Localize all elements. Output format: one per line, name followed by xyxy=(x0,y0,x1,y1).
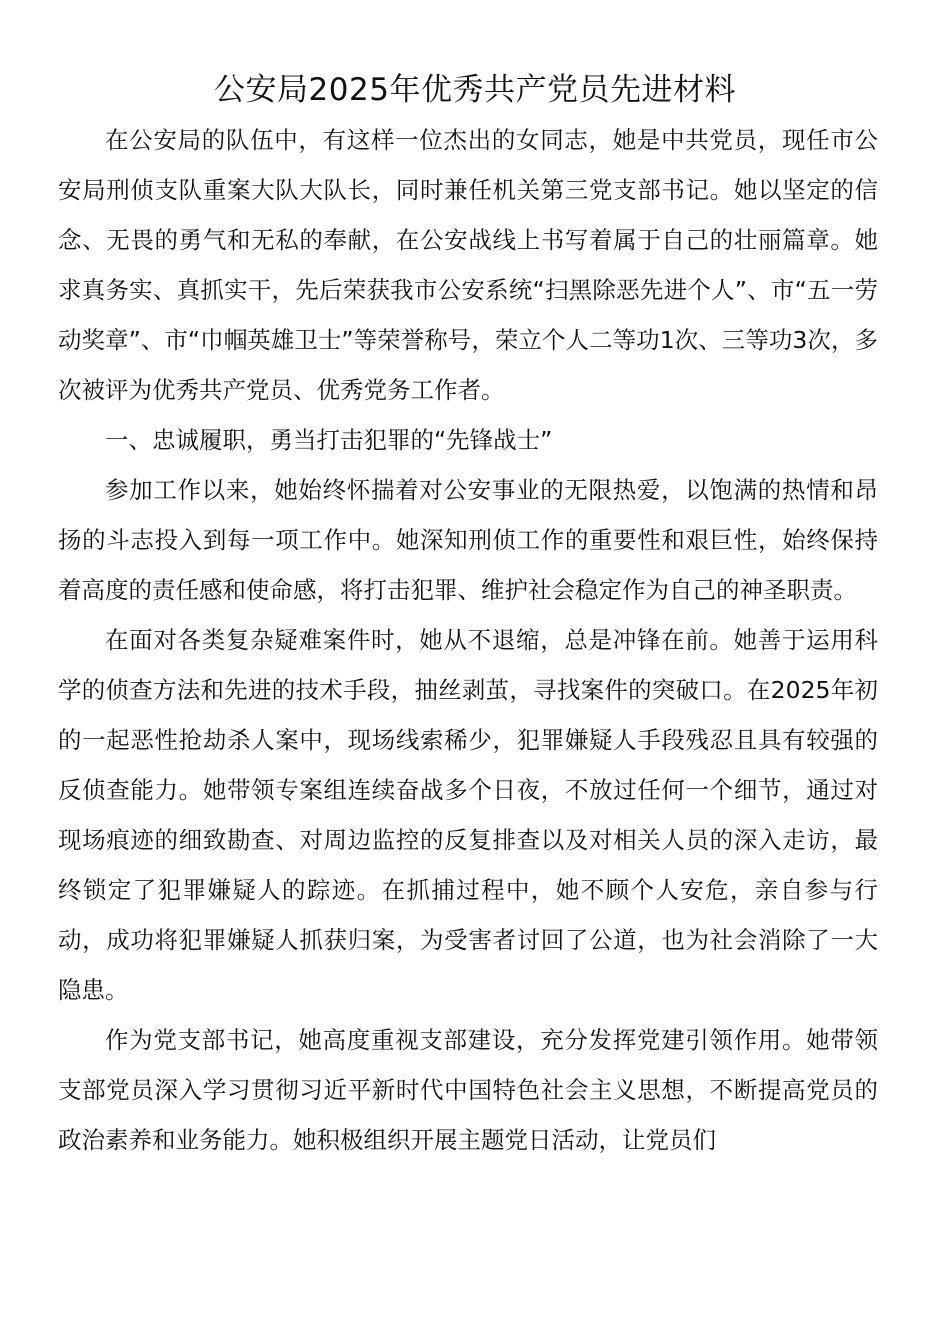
intro-paragraph: 在公安局的队伍中，有这样一位杰出的女同志，她是中共党员，现任市公安局刑侦支队重案大队大队长，同时兼任机关第三党支部书记。她以坚定的信念、无畏的勇气和无私的奉献，在公安战线上书写着属于自己的壮丽篇章。她求真务实、真抓实干，先后荣获我市公安系统“扫黑除恶先进个人”、市“五一劳动奖章”、市“巾帼英雄卫士”等荣誉称号，荣立个人二等功1次、三等功3次，多次被评为优秀共产党员、优秀党务工作者。 xyxy=(58,126,878,404)
document-body xyxy=(58,115,878,1165)
body-paragraph: 作为党支部书记，她高度重视支部建设，充分发挥党建引领作用。她带领支部党员深入学习贯彻习近平新时代中国特色社会主义思想，不断提高党员的政治素养和业务能力。她积极组织开展主题党日活动，让党员们 xyxy=(58,1026,878,1154)
body-paragraph: 在面对各类复杂疑难案件时，她从不退缩，总是冲锋在前。她善于运用科学的侦查方法和先进的技术手段，抽丝剥茧，寻找案件的突破口。在2025年初的一起恶性抢劫杀人案中，现场线索稀少，犯罪嫌疑人手段残忍且具有较强的反侦查能力。她带领专案组连续奋战多个日夜，不放过任何一个细节，通过对现场痕迹的细致勘查、对周边监控的反复排查以及对相关人员的深入走访，最终锁定了犯罪嫌疑人的踪迹。在抓捕过程中，她不顾个人安危，亲自参与行动，成功将犯罪嫌疑人抓获归案，为受害者讨回了公道，也为社会消除了一大隐患。 xyxy=(58,626,878,1004)
body-paragraph: 参加工作以来，她始终怀揣着对公安事业的无限热爱，以饱满的热情和昂扬的斗志投入到每一项工作中。她深知刑侦工作的重要性和艰巨性，始终保持着高度的责任感和使命感，将打击犯罪、维护社会稳定作为自己的神圣职责。 xyxy=(58,476,878,604)
section-heading: 一、忠诚履职，勇当打击犯罪的“先锋战士” xyxy=(105,426,553,454)
document-title: 公安局2025年优秀共产党员先进材料 xyxy=(214,72,736,108)
